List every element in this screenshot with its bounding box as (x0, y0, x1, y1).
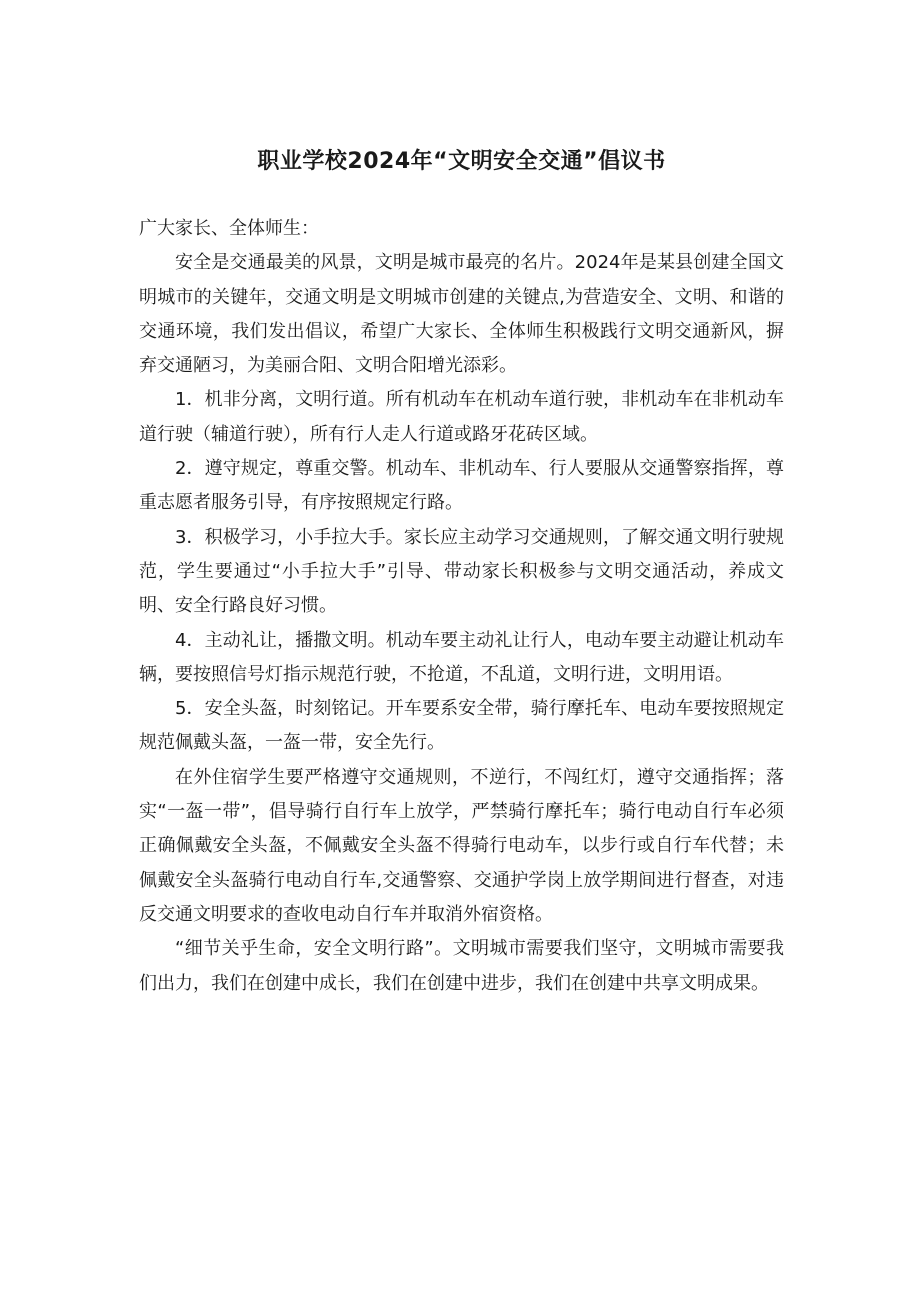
item-1-paragraph: 1．机非分离，文明行道。所有机动车在机动车道行驶，非机动车在非机动车道行驶（辅道行驶），所有行人走人行道或路牙花砖区域。 (139, 389, 784, 445)
item-2-paragraph: 2．遵守规定，尊重交警。机动车、非机动车、行人要服从交通警察指挥，尊重志愿者服务引导，有序按照规定行路。 (139, 458, 784, 514)
item-5-paragraph: 5．安全头盔，时刻铭记。开车要系安全带，骑行摩托车、电动车要按照规定规范佩戴头盔，一盔一带，安全先行。 (139, 698, 784, 754)
boarding-students-paragraph: 在外住宿学生要严格遵守交通规则，不逆行，不闯红灯，遵守交通指挥；落实“一盔一带”，倡导骑行自行车上放学，严禁骑行摩托车；骑行电动自行车必须正确佩戴安全头盔，不佩戴安全头盔不得骑行电动车，以步行或自行车代替；未佩戴安全头盔骑行电动自行车,交通警察、交通护学岗上放学期间进行督查，对违反交通文明要求的查收电动自行车并取消外宿资格。 (139, 766, 784, 925)
intro-paragraph: 安全是交通最美的风景，文明是城市最亮的名片。2024年是某县创建全国文明城市的关键年，交通文明是文明城市创建的关键点,为营造安全、文明、和谐的交通环境，我们发出倡议，希望广大家长、全体师生积极践行文明交通新风，摒弃交通陋习，为美丽合阳、文明合阳增光添彩。 (139, 252, 784, 377)
closing-paragraph: “细节关乎生命，安全文明行路”。文明城市需要我们坚守，文明城市需要我们出力，我们在创建中成长，我们在创建中进步，我们在创建中共享文明成果。 (139, 938, 784, 994)
item-4-paragraph: 4．主动礼让，播撒文明。机动车要主动礼让行人，电动车要主动避让机动车辆，要按照信号灯指示规范行驶，不抢道，不乱道，文明行进，文明用语。 (139, 629, 784, 685)
document-page (139, 142, 784, 1001)
document-title: 职业学校2024年“文明安全交通”倡议书 (257, 149, 666, 174)
item-3-paragraph: 3．积极学习，小手拉大手。家长应主动学习交通规则，了解交通文明行驶规范，学生要通过“小手拉大手”引导、带动家长积极参与文明交通活动，养成文明、安全行路良好习惯。 (139, 526, 784, 617)
salutation: 广大家长、全体师生： (139, 218, 319, 239)
